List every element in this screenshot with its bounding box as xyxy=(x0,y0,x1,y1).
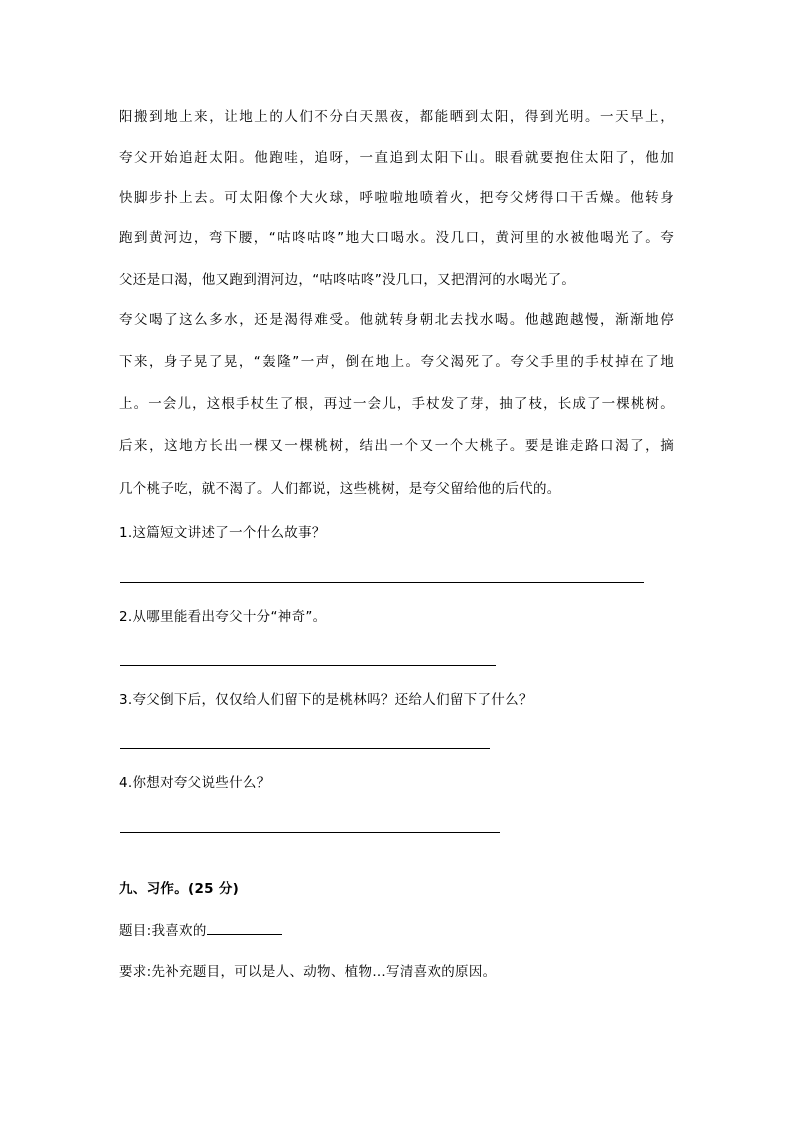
composition-title xyxy=(119,920,282,941)
composition-title-label: 题目:我喜欢的 xyxy=(119,923,207,939)
question-3: 3.夸父倒下后，仅仅给人们留下的是桃林吗？还给人们留下了什么？ xyxy=(119,692,533,708)
passage-line: 跑到黄河边，弯下腰，“咕咚咕咚”地大口喝水。没几口，黄河里的水被他喝光了。夸 xyxy=(119,230,674,246)
passage-line: 几个桃子吃，就不渴了。人们都说，这些桃树，是夸父留给他的后代的。 xyxy=(119,481,561,497)
answer-line-3[interactable] xyxy=(120,748,490,749)
answer-line-2[interactable] xyxy=(120,665,496,666)
passage-line: 下来，身子晃了晃，“轰隆”一声，倒在地上。夸父渴死了。夸父手里的手杖掉在了地 xyxy=(119,354,674,370)
passage-line: 快脚步扑上去。可太阳像个大火球，呼啦啦地喷着火，把夸父烤得口干舌燥。他转身 xyxy=(119,190,674,206)
question-2: 2.从哪里能看出夸父十分“神奇”。 xyxy=(119,609,327,625)
question-1: 1.这篇短文讲述了一个什么故事？ xyxy=(119,525,326,541)
passage-line: 夸父喝了这么多水，还是渴得难受。他就转身朝北去找水喝。他越跑越慢，渐渐地停 xyxy=(119,312,674,328)
answer-line-1[interactable] xyxy=(120,582,644,583)
question-4: 4.你想对夸父说些什么？ xyxy=(119,775,271,791)
section-heading: 九、习作。(25 分) xyxy=(119,881,240,897)
passage-line: 后来，这地方长出一棵又一棵桃树，结出一个又一个大桃子。要是谁走路口渴了，摘 xyxy=(119,438,674,454)
passage-line: 阳搬到地上来，让地上的人们不分白天黑夜，都能晒到太阳，得到光明。一天早上， xyxy=(119,109,674,125)
passage-line: 父还是口渴，他又跑到渭河边，“咕咚咕咚”没几口，又把渭河的水喝光了。 xyxy=(119,272,576,288)
composition-requirement: 要求:先补充题目，可以是人、动物、植物…写清喜欢的原因。 xyxy=(119,964,497,980)
passage-line: 夸父开始追赶太阳。他跑哇，追呀，一直追到太阳下山。眼看就要抱住太阳了，他加 xyxy=(119,150,674,166)
passage-line: 上。一会儿，这根手杖生了根，再过一会儿，手杖发了芽，抽了枝，长成了一棵桃树。 xyxy=(119,396,674,412)
title-blank[interactable] xyxy=(207,920,282,935)
answer-line-4[interactable] xyxy=(120,832,500,833)
